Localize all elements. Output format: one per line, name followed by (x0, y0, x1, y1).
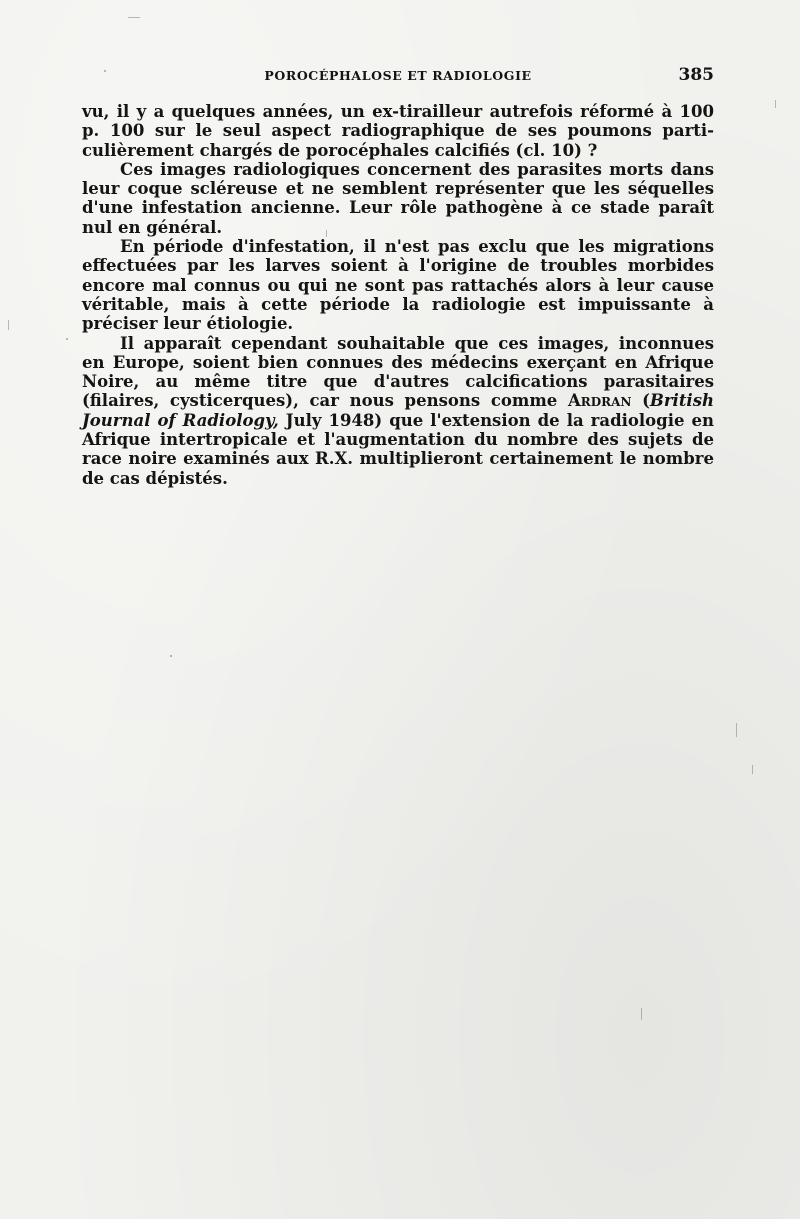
scan-speck (170, 655, 172, 657)
page-header (82, 64, 714, 88)
scan-speck (775, 100, 776, 108)
scan-speck (752, 765, 753, 774)
scan-speck (8, 320, 9, 330)
page-number: 385 (678, 65, 714, 85)
paragraph-4 (82, 334, 714, 488)
paragraph-3: En période d'infestation, il n'est pas exclu que les migrations effectuées par les larves soient à l'origine de troubles morbides encore mal connus ou qui ne sont pas rattachés alors à leur cause véritable, mais à cette période la radiologie est impuissante à préciser leur étiologie. (82, 237, 714, 334)
author-name: Ardran (567, 391, 632, 411)
scan-speck (641, 1008, 642, 1020)
scan-speck (66, 338, 68, 340)
open-paren: ( (642, 391, 650, 411)
scan-speck (128, 17, 140, 18)
paragraph-2: Ces images radiologiques concernent des parasites morts dans leur coque scléreuse et ne semblent représenter que les séquelles d'une infestation ancienne. Leur rôle pathogène à ce stade paraît nul en général. (82, 159, 714, 237)
paragraph-4-text-a: Il apparaît cependant souhaitable que ces images, inconnues en Europe, soient bien connues des médecins exerçant en Afrique Noire, au même titre que d'autres calcifications parasitaires (filaires, cysticerques), car nous pensons comme (82, 333, 714, 411)
paragraph-4-text-b: July 1948) que l'extension de la radiologie en Afrique intertropicale et l'augmentation du nombre des sujets de race noire examinés aux R.X. multiplieront certainement le nombre de cas dépistés. (82, 410, 714, 488)
paragraph-1: vu, il y a quelques années, un ex-tirailleur autrefois réformé à 100 p. 100 sur le seul aspect radiographique de ses poumons parti-culièrement chargés de porocéphales calcifiés (cl. 10) ? (82, 102, 714, 160)
scan-speck (326, 230, 327, 237)
scan-speck (736, 723, 737, 737)
body-text (82, 102, 714, 488)
journal-title: British Journal of Radiology, (82, 391, 714, 430)
scan-speck (104, 70, 106, 72)
running-title: POROCÉPHALOSE ET RADIOLOGIE (264, 68, 532, 83)
